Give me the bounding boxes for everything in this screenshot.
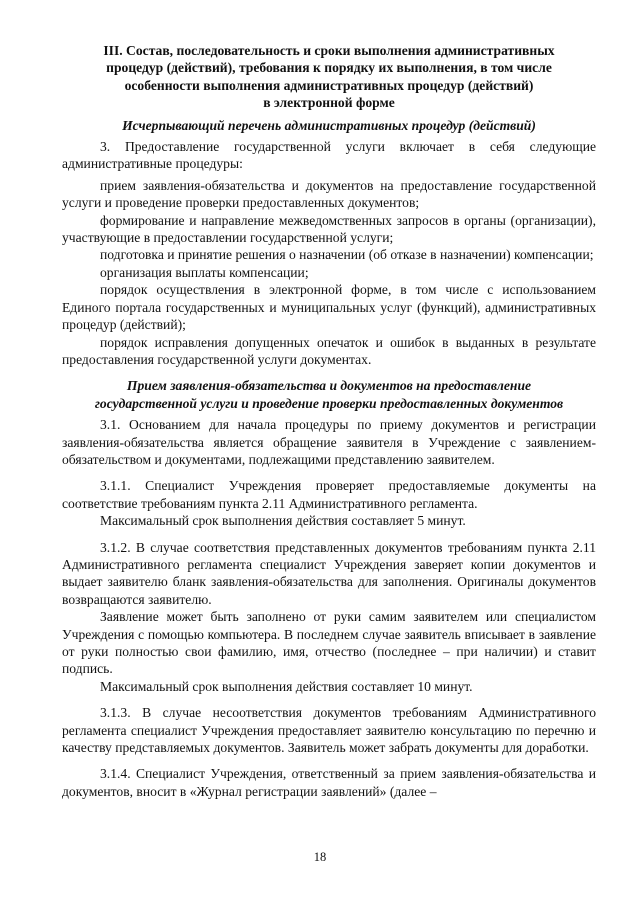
paragraph-3-1-2: 3.1.2. В случае соответствия представленных документов требованиям пункта 2.11 Административного регламента специалист Учреждения заверяет копии документов и выдает заявителю бланк заявления-обязательства для заполнения. Оригиналы документов возвращаются заявителю. <box>62 539 596 607</box>
section-title <box>62 42 596 112</box>
section-title-line: в электронной форме <box>263 95 395 111</box>
subheading-line: Исчерпывающий перечень административных процедур (действий) <box>122 117 536 133</box>
paragraph-max-time-5: Максимальный срок выполнения действия составляет 5 минут. <box>100 513 466 529</box>
subheading-line: государственной услуги и проведение проверки предоставленных документов <box>94 395 564 411</box>
paragraph-3: 3. Предоставление государственной услуги включает в себя следующие административные процедуры: <box>62 139 596 172</box>
subheading-procedures-list <box>62 117 596 134</box>
section-title-line: особенности выполнения административных процедур (действий) <box>124 77 534 93</box>
list-item: прием заявления-обязательства и документов на предоставление государственной услуги и проведение проверки предоставленных документов; <box>62 177 596 211</box>
paragraph-3-1: 3.1. Основанием для начала процедуры по приему документов и регистрации заявления-обязательства является обращение заявителя в Учреждение с заявлением-обязательством и документами, подлежащими представлению заявителем. <box>62 417 596 467</box>
document-page <box>62 42 596 800</box>
paragraph-max-time-10: Максимальный срок выполнения действия составляет 10 минут. <box>100 678 473 694</box>
subheading-line: Прием заявления-обязательства и документов на предоставление <box>126 378 532 394</box>
list-item: порядок осуществления в электронной форме, в том числе с использованием Единого портала государственных и муниципальных услуг (функций), административных процедур (действий); <box>62 282 596 333</box>
paragraph-3-1-1: 3.1.1. Специалист Учреждения проверяет предоставляемые документы на соответствие требованиям пункта 2.11 Административного регламента. <box>62 478 596 511</box>
section-title-line: процедур (действий), требования к порядку их выполнения, в том числе <box>106 60 552 76</box>
paragraph-3-1-3: 3.1.3. В случае несоответствия документов требованиям Административного регламента специалист Учреждения предоставляет заявителю консультацию по перечню и качеству представляемых документов. Заявитель может забрать документы для доработки. <box>62 705 596 756</box>
paragraph-statement: Заявление может быть заполнено от руки самим заявителем или специалистом Учреждения с помощью компьютера. В последнем случае заявитель вписывает в заявление от руки полностью свои фамилию, имя, отчество (последнее – при наличии) и ставит подпись. <box>62 609 596 677</box>
list-item: подготовка и принятие решения о назначении (об отказе в назначении) компенсации; <box>100 247 594 263</box>
paragraph-3-1-4: 3.1.4. Специалист Учреждения, ответственный за прием заявления-обязательства и документов, вносит в «Журнал регистрации заявлений» (далее – <box>62 766 596 799</box>
list-item: организация выплаты компенсации; <box>100 264 309 280</box>
list-item: формирование и направление межведомственных запросов в органы (организации), участвующие в предоставлении государственной услуги; <box>62 212 596 246</box>
list-item: порядок исправления допущенных опечаток и ошибок в выданных в результате предоставления государственной услуги документах. <box>62 334 596 367</box>
page-number: 18 <box>313 850 327 864</box>
subheading-reception <box>62 377 596 412</box>
section-title-line: III. Состав, последовательность и сроки выполнения административных <box>103 43 555 58</box>
